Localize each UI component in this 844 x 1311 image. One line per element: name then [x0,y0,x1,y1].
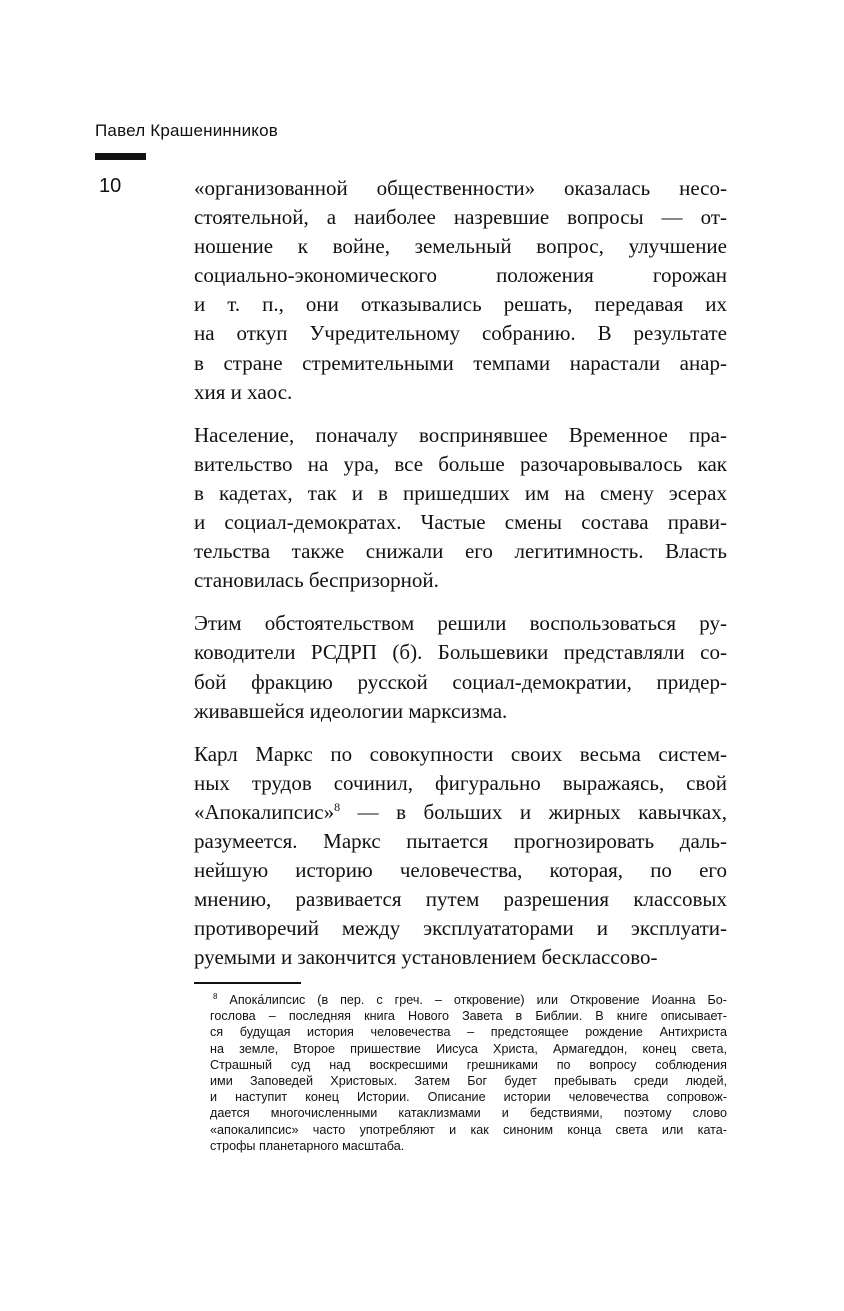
footnote-line: гослова – последняя книга Нового Завета в Библии. В книге описывает- [210,1009,727,1024]
main-text [194,174,727,986]
footnote-line: Страшный суд над воскресшими грешниками по вопросу соблюдения [210,1057,727,1072]
text-line: хия и хаос. [194,379,293,404]
footnote [210,992,727,1154]
footnote-line [213,992,727,1008]
text-line: вительство на ура, все больше разочаровывалось как [194,451,727,476]
text-segment: Апока́липсис (в пер. с греч. – откровение) или Откровение Иоанна Бо- [217,993,727,1007]
text-line: Карл Маркс по совокупности своих весьма систем- [194,741,727,766]
page-number: 10 [99,175,122,197]
footnote-marker: 8 [213,992,218,1001]
text-line: живавшейся идеологии марксизма. [194,698,508,723]
text-line-with-footnote-ref [194,798,727,827]
text-line: бой фракцию русской социал-демократии, придер- [194,669,727,694]
text-line: социально-экономического положения горожан [194,263,727,288]
text-segment: — в больших и жирных кавычках, [340,799,727,824]
text-line: Население, поначалу воспринявшее Временное пра- [194,422,727,447]
paragraph [194,609,727,725]
text-line: разумеется. Маркс пытается прогнозировать даль- [194,828,727,853]
text-line: нейшую историю человечества, которая, по его [194,858,727,883]
text-line: ководители РСДРП (б). Большевики представляли со- [194,640,727,665]
footnote-line: ся будущая история человечества – предстоящее рождение Антихриста [210,1025,727,1040]
text-line: и социал-демократах. Частые смены состава прави- [194,510,727,535]
text-line: в кадетах, так и в пришедших им на смену эсерах [194,480,727,505]
text-line: «организованной общественности» оказалась несо- [194,176,727,200]
footnote-line: ими Заповедей Христовых. Затем Бог будет пребывать среди людей, [210,1073,727,1088]
text-line: противоречий между эксплуататорами и эксплуати- [194,916,727,941]
paragraph [194,740,727,973]
running-header-author: Павел Крашенинников [95,121,279,140]
paragraph [194,174,727,407]
text-line: мнению, развивается путем разрешения классовых [194,887,727,912]
text-line: в стране стремительными темпами нарастали анар- [194,350,727,375]
paragraph [194,421,727,596]
footnote-line: строфы планетарного масштаба. [210,1138,405,1153]
text-line: ных трудов сочинил, фигурально выражаясь, свой [194,770,727,795]
text-line: на откуп Учредительному собранию. В результате [194,321,727,346]
text-line: тельства также снижали его легитимность. Власть [194,539,727,564]
text-line: и т. п., они отказывались решать, передавая их [194,292,727,317]
text-line: Этим обстоятельством решили воспользоваться ру- [194,611,727,636]
header-rule [95,153,146,160]
footnote-rule [194,982,301,984]
text-line: стоятельной, а наиболее назревшие вопросы — от- [194,205,727,230]
text-line: становилась беспризорной. [194,568,439,593]
footnote-reference[interactable]: 8 [334,799,341,814]
footnote-line: на земле, Второе пришествие Иисуса Христа, Армагеддон, конец света, [210,1041,727,1056]
footnote-line: и наступит конец Истории. Описание истории человечества сопровож- [210,1090,727,1105]
footnote-line: дается многочисленными катаклизмами и бедствиями, поэтому слово [210,1106,727,1121]
text-line: руемыми и закончится установлением бесклассово- [194,945,658,970]
text-segment: «Апокалипсис» [194,799,335,824]
text-line: ношение к войне, земельный вопрос, улучшение [194,234,727,259]
footnote-line: «апокалипсис» часто употребляют и как синоним конца света или ката- [210,1122,727,1137]
